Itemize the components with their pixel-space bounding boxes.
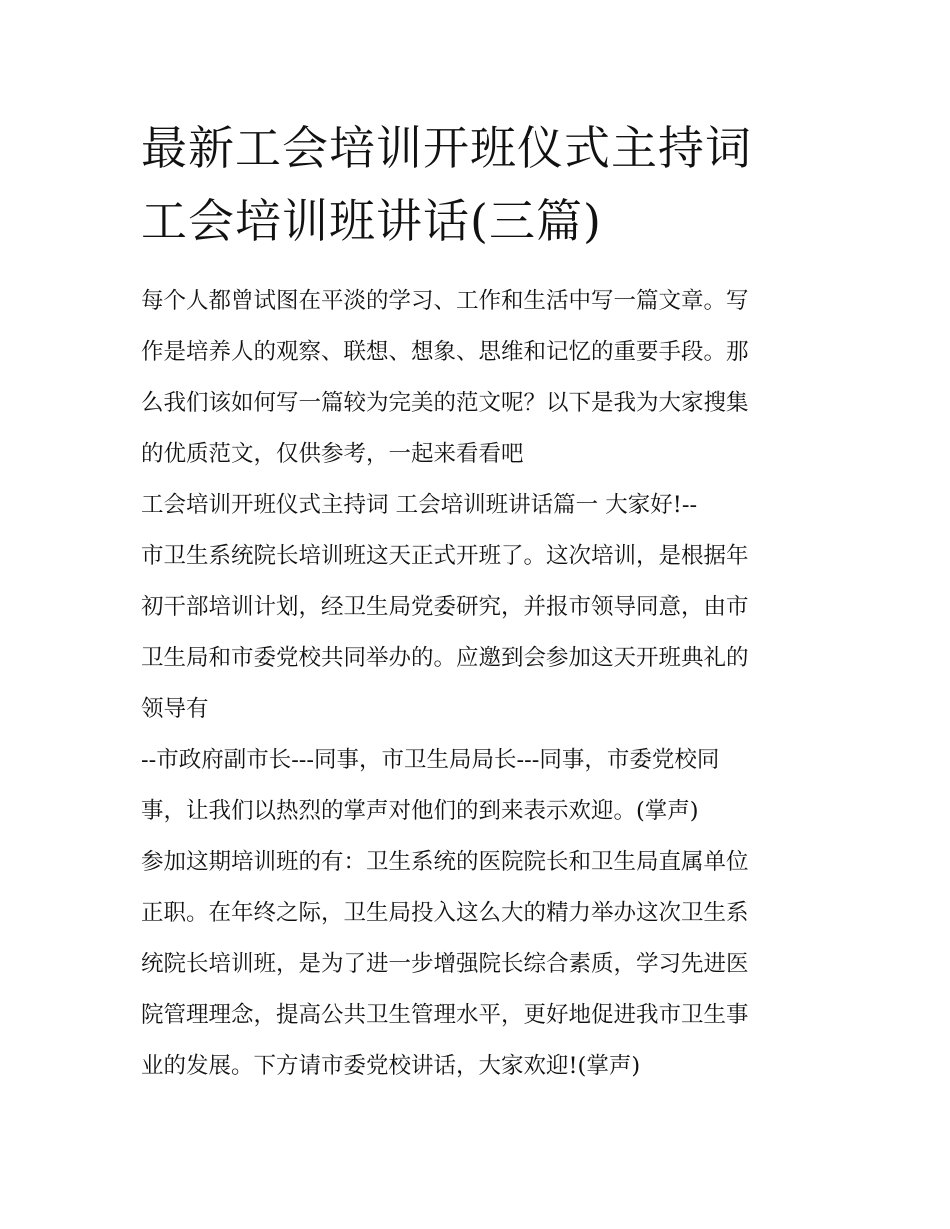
text-line: 业的发展。下方请市委党校讲话，大家欢迎!(掌声) — [141, 1053, 641, 1079]
text-line: 事，让我们以热烈的掌声对他们的到来表示欢迎。(掌声) — [141, 798, 699, 824]
paragraph-participants — [141, 837, 813, 1092]
text-line: 领导有 — [141, 696, 209, 722]
text-line: 初干部培训计划，经卫生局党委研究，并报市领导同意，由市 — [141, 594, 749, 620]
title-line-2: 工会培训班讲话(三篇) — [141, 194, 602, 248]
text-line: --市政府副市长---同事，市卫生局局长---同事，市委党校同 — [141, 747, 720, 773]
text-line: 作是培养人的观察、联想、想象、思维和记忆的重要手段。那 — [141, 339, 749, 365]
text-line: 院管理理念，提高公共卫生管理水平，更好地促进我市卫生事 — [141, 1002, 749, 1028]
paragraph-intro — [141, 276, 813, 480]
document-title — [141, 112, 813, 258]
text-line: 正职。在年终之际，卫生局投入这么大的精力举办这次卫生系 — [141, 900, 749, 926]
text-line: 参加这期培训班的有：卫生系统的医院院长和卫生局直属单位 — [141, 849, 749, 875]
title-line-1: 最新工会培训开班仪式主持词 — [141, 121, 752, 175]
text-line: 的优质范文，仅供参考，一起来看看吧 — [141, 441, 524, 467]
paragraph-guests — [141, 735, 813, 837]
text-line: 每个人都曾试图在平淡的学习、工作和生活中写一篇文章。写 — [141, 288, 749, 314]
text-line: 统院长培训班，是为了进一步增强院长综合素质，学习先进医 — [141, 951, 749, 977]
document-body — [141, 276, 813, 1092]
text-line: 么我们该如何写一篇较为完美的范文呢？以下是我为大家搜集 — [141, 390, 749, 416]
document-content — [141, 112, 813, 1092]
text-line: 卫生局和市委党校共同举办的。应邀到会参加这天开班典礼的 — [141, 645, 749, 671]
paragraph-opening — [141, 480, 813, 735]
text-line: 市卫生系统院长培训班这天正式开班了。这次培训，是根据年 — [141, 543, 749, 569]
text-line: 工会培训开班仪式主持词 工会培训班讲话篇一 大家好!-- — [141, 492, 698, 518]
